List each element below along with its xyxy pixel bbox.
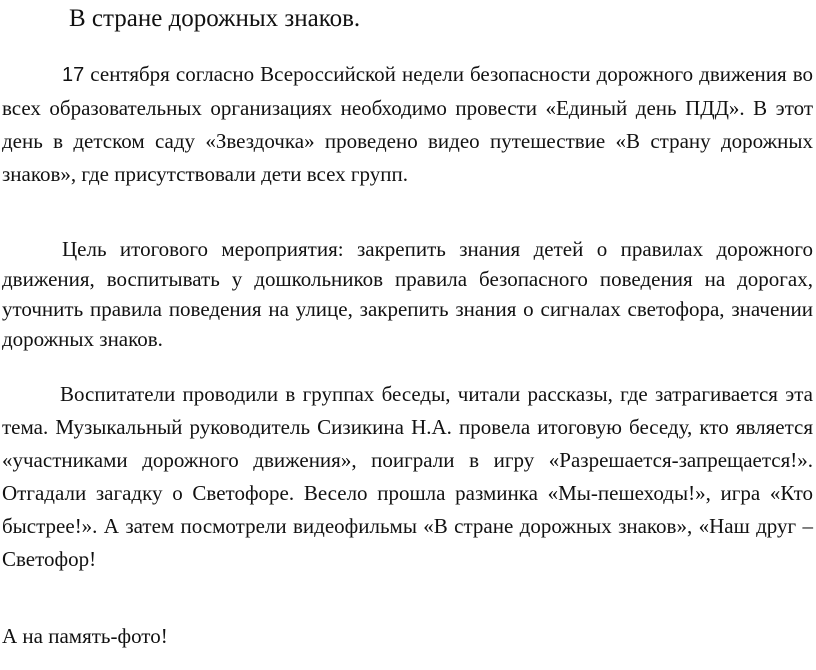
paragraph-closing: А на память-фото! — [2, 624, 168, 648]
document-title: В стране дорожных знаков. — [69, 5, 361, 32]
paragraph-event-intro — [2, 58, 813, 191]
paragraph-event-activities: Воспитатели проводили в группах беседы, читали рассказы, где затрагивается эта тема. Музыкальный руководитель Сизикина Н.А. провела итоговую беседу, кто является «участниками дорожного движения», поиграли в игру «Разрешается-запрещается!». Отгадали загадку о Светофоре. Весело прошла разминка «Мы-пешеходы!», игра «Кто быстрее!». А затем посмотрели видеофильмы «В стране дорожных знаков», «Наш друг – Светофор! — [2, 382, 813, 571]
paragraph-intro-text: сентября согласно Всероссийской недели безопасности дорожного движения во всех образовательных организациях необходимо провести «Единый день ПДД». В этот день в детском саду «Звездочка» проведено видео путешествие «В страну дорожных знаков», где присутствовали дети всех групп. — [2, 62, 813, 186]
paragraph-date-number: 17 — [62, 64, 85, 86]
paragraph-event-goal: Цель итогового мероприятия: закрепить знания детей о правилах дорожного движения, воспитывать у дошкольников правила безопасного поведения на дорогах, уточнить правила поведения на улице, закрепить знания о сигналах светофора, значении дорожных знаков. — [2, 237, 813, 351]
